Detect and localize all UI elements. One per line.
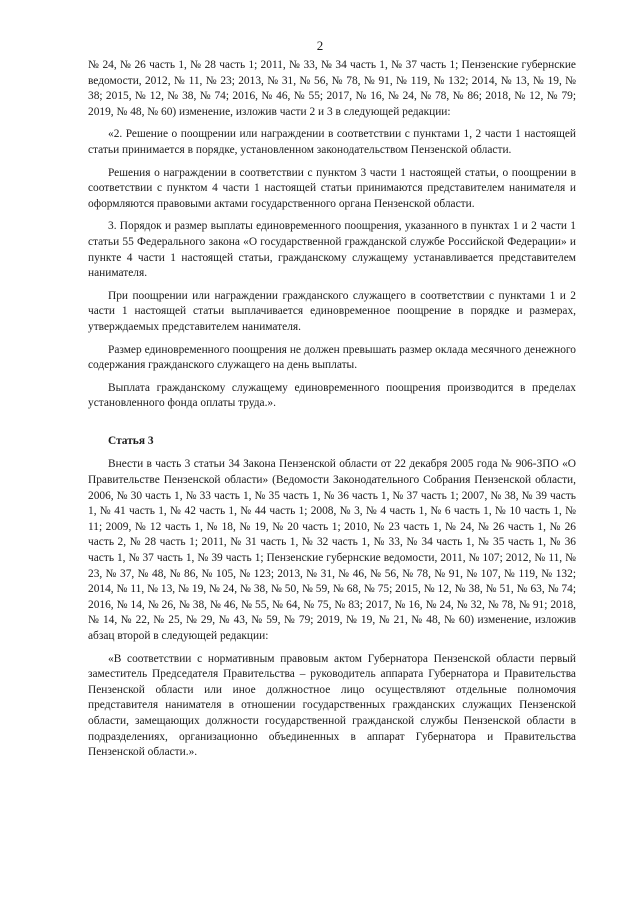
paragraph-article-3-new-text: «В соответствии с нормативным правовым актом Губернатора Пензенской области первый заместитель Председателя Правительства – руководитель аппарата Губернатора и Правительства Пензенской области или иное должностное лицо осуществляют отдельные полномочия представителя нанимателя в отношении государственных гражданских служащих Пензенской области, замещающих должности государственной гражданской службы Пензенской области в подразделениях, организационно объединенных в аппарат Губернатора и Правительства Пензенской области.». [88, 652, 576, 759]
paragraph-award-decisions: Решения о награждении в соответствии с пунктом 3 части 1 настоящей статьи, о поощрении в соответствии с пунктом 4 части 1 настоящей статьи принимаются представителем нанимателя и оформляются правовыми актами государственного органа Пензенской области. [88, 166, 576, 210]
paragraph-payment-limit: Размер единовременного поощрения не должен превышать размер оклада месячного денежного содержания гражданского служащего на день выплаты. [88, 343, 576, 372]
page-number: 2 [316, 38, 324, 53]
paragraph-amendment-intro: № 24, № 26 часть 1, № 28 часть 1; 2011, № 33, № 34 часть 1, № 37 часть 1; Пензенские губернские ведомости, 2012, № 11, № 23; 2013, № 31, № 56, № 78, № 91, № 119, № 132; 2014, № 13, № 19, № 38; 2015, № 12, № 38, № 74; 2016, № 46, № 55; 2017, № 16, № 24, № 78, № 86; 2018, № 12, № 79; 2019, № 48, № 60) изменение, изложив части 2 и 3 в следующей редакции: [88, 59, 576, 118]
paragraph-article-3-intro: Внести в часть 3 статьи 34 Закона Пензенской области от 22 декабря 2005 года № 906-ЗПО «О Правительстве Пензенской области» (Ведомости Законодательного Собрания Пензенской области, 2006, № 30 часть 1, № 33 часть 1, № 35 часть 1, № 36 часть 1, № 37 часть 1; 2007, № 38, № 39 часть 1, № 41 часть 1, № 42 часть 1, № 44 часть 1; 2008, № 3, № 4 часть 1, № 6 часть 1, № 10 часть 1, № 11; 2009, № 12 часть 1, № 18, № 19, № 20 часть 1; 2010, № 23 часть 1, № 24, № 26 часть 1, № 26 часть 2, № 28 часть 1; 2011, № 31 часть 1, № 32 часть 1, № 33, № 34 часть 1, № 35 часть 1, № 36 часть 1, № 37 часть 1, № 39 часть 1; Пензенские губернские ведомости, 2011, № 107; 2012, № 11, № 23, № 37, № 48, № 86, № 105, № 123; 2013, № 31, № 46, № 56, № 78, № 91, № 107, № 119, № 132; 2014, № 11, № 13, № 19, № 24, № 38, № 50, № 59, № 68, № 75; 2015, № 12, № 38, № 51, № 63, № 74; 2016, № 14, № 26, № 38, № 46, № 55, № 64, № 75, № 83; 2017, № 16, № 24, № 32, № 78, № 91; 2018, № 14, № 22, № 25, № 29, № 43, № 59, № 79; 2019, № 19, № 21, № 48, № 60) изменение, изложив абзац второй в следующей редакции: [88, 458, 576, 642]
document-body [88, 58, 576, 761]
paragraph-part-3: 3. Порядок и размер выплаты единовременного поощрения, указанного в пунктах 1 и 2 части 1 статьи 55 Федерального закона «О государственной гражданской службе Российской Федерации» и пункте 4 части 1 настоящей статьи, гражданскому служащему устанавливается представителем нанимателя. [88, 220, 576, 280]
paragraph-payment-on-award: При поощрении или награждении гражданского служащего в соответствии с пунктами 1 и 2 части 1 настоящей статьи выплачивается единовременное поощрение в порядке и размерах, утверждаемых представителем нанимателя. [88, 289, 576, 333]
paragraph-part-2: «2. Решение о поощрении или награждении в соответствии с пунктами 1, 2 части 1 настоящей статьи принимается в порядке, установленном законодательством Пензенской области. [88, 128, 576, 156]
paragraph-payment-fund: Выплата гражданскому служащему единовременного поощрения производится в пределах установленного фонда оплаты труда.». [88, 381, 576, 410]
section-title-article-3: Статья 3 [108, 434, 154, 447]
